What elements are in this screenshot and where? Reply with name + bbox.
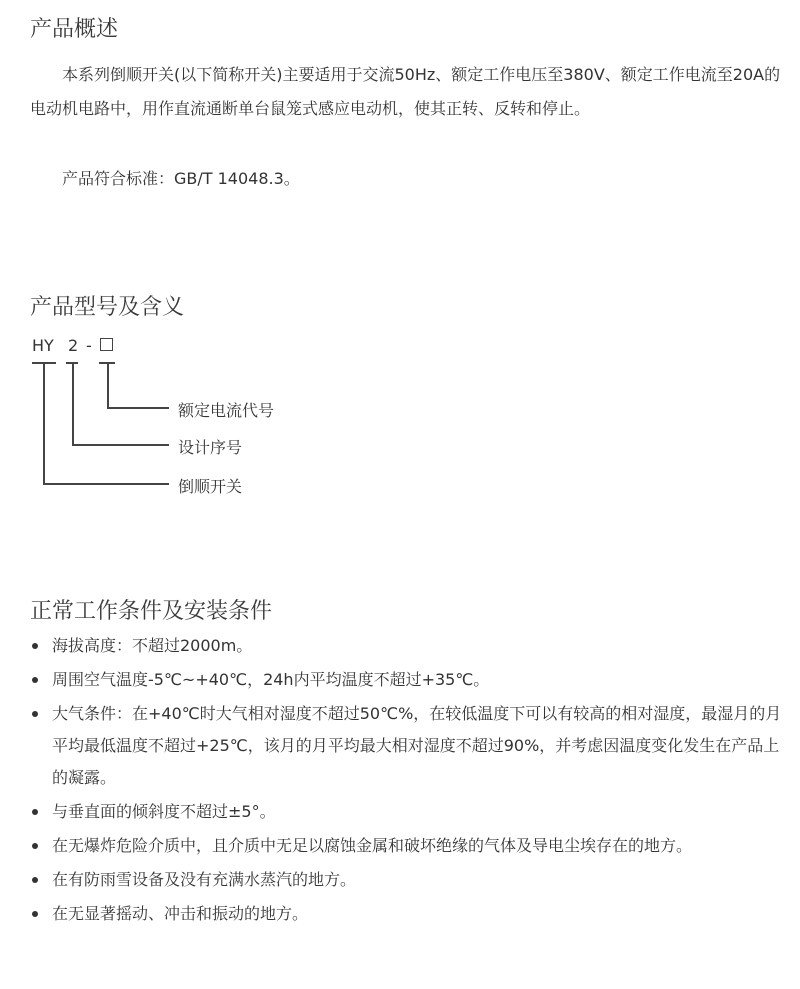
code-placeholder-box (100, 338, 113, 351)
bullet-icon (32, 809, 38, 815)
hline-rated-current (107, 407, 169, 409)
bullet-icon (32, 843, 38, 849)
standard-text: 产品符合标准：GB/T 14048.3。 (62, 169, 300, 188)
bullet-icon (32, 677, 38, 683)
bullet-icon (32, 711, 38, 717)
list-item: 海拔高度：不超过2000m。 (30, 630, 788, 662)
conditions-title: 正常工作条件及安装条件 (30, 599, 273, 624)
list-item: 在无显著摇动、冲击和振动的地方。 (30, 898, 788, 930)
vline-box (107, 362, 109, 408)
overview-paragraph (30, 58, 786, 126)
code-dash: - (86, 336, 92, 355)
list-item: 在有防雨雪设备及没有充满水蒸汽的地方。 (30, 864, 788, 896)
overview-text: 本系列倒顺开关(以下简称开关)主要适用于交流50Hz、额定工作电压至380V、额定工作电流至20A的电动机电路中，用作直流通断单台鼠笼式感应电动机，使其正转、反转和停止。 (30, 65, 781, 118)
conditions-list (30, 630, 788, 932)
list-item: 周围空气温度-5℃~+40℃，24h内平均温度不超过+35℃。 (30, 664, 788, 696)
model-title: 产品型号及含义 (30, 295, 185, 320)
list-item: 在无爆炸危险介质中，且介质中无足以腐蚀金属和破坏绝缘的气体及导电尘埃存在的地方。 (30, 830, 788, 862)
list-item: 大气条件：在+40℃时大气相对湿度不超过50℃%，在较低温度下可以有较高的相对湿度，最湿月的月平均最低温度不超过+25℃，该月的月平均最大相对湿度不超过90%，并考虑因温度变化发生在产品上的凝露。 (30, 698, 788, 794)
vline-hy (43, 362, 45, 484)
bullet-icon (32, 911, 38, 917)
bullet-icon (32, 877, 38, 883)
list-item: 与垂直面的倾斜度不超过±5°。 (30, 796, 788, 828)
vline-2 (72, 362, 74, 445)
hline-switch (43, 483, 169, 485)
overview-title: 产品概述 (30, 17, 119, 42)
code-series: 2 (68, 336, 79, 355)
label-reversing-switch: 倒顺开关 (178, 477, 243, 496)
code-hy: HY (32, 336, 54, 355)
label-design-number: 设计序号 (178, 438, 243, 457)
hline-design-no (72, 444, 169, 446)
bullet-icon (32, 643, 38, 649)
label-rated-current: 额定电流代号 (178, 401, 275, 420)
